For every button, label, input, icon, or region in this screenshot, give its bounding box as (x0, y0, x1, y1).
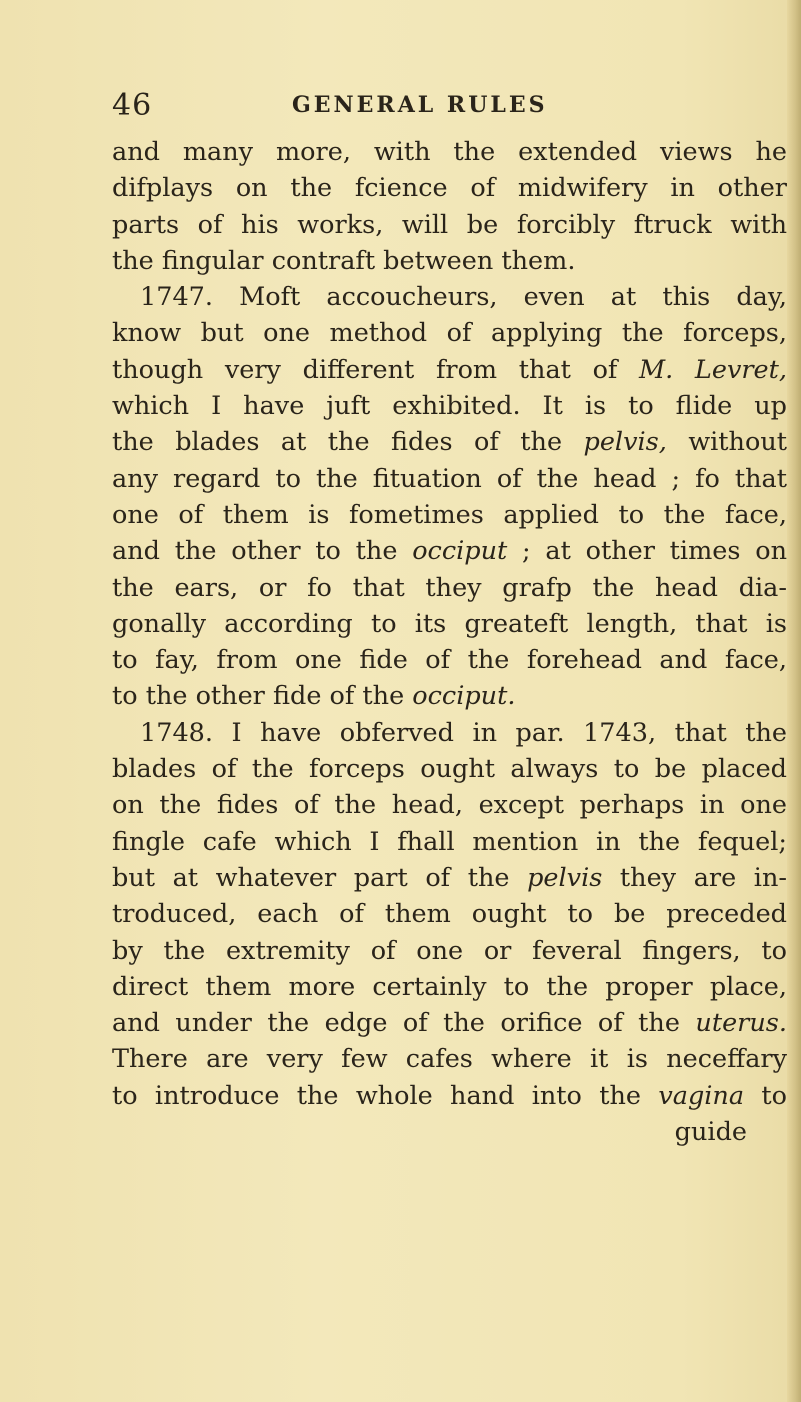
text-line (112, 1041, 787, 1077)
text-segment: they are in- (602, 862, 787, 893)
text-line (112, 352, 787, 388)
text-segment: guide (674, 1117, 747, 1148)
italic-term: occiput (412, 536, 508, 567)
text-segment: to (744, 1080, 787, 1111)
italic-term: occiput. (412, 681, 516, 712)
text-segment: the ears, or fo that they grafp the head dia- (112, 572, 787, 603)
text-segment: gonally according to its greateft length, that is (112, 608, 787, 639)
text-segment: and many more, with the extended views he (112, 137, 787, 167)
text-line (112, 461, 787, 497)
text-segment: to fay, from one fide of the forehead and face, (112, 645, 787, 676)
text-line (112, 678, 787, 714)
catchword (112, 1114, 787, 1150)
text-segment: fingle cafe which I fhall mention in the fequel; (112, 826, 787, 857)
page-number: 46 (112, 88, 153, 123)
text-line (112, 606, 787, 642)
text-segment: know but one method of applying the forceps, (112, 318, 787, 349)
text-segment: the blades at the fides of the (112, 427, 584, 458)
italic-term: pelvis, (583, 427, 667, 458)
text-line (112, 787, 787, 823)
text-segment: without (666, 427, 787, 458)
text-line (112, 860, 787, 896)
text-line (112, 388, 787, 424)
page-edge (787, 0, 801, 1402)
text-line (112, 134, 787, 170)
text-segment: and under the edge of the orifice of the (112, 1008, 696, 1039)
text-segment: any regard to the fituation of the head ; fo that (112, 463, 787, 494)
italic-term: vagina (658, 1080, 745, 1111)
text-segment: There are very few cafes where it is neceffary (112, 1044, 787, 1075)
text-segment: the fingular contraft between them. (112, 245, 576, 276)
text-line (112, 824, 787, 860)
italic-term: pelvis (527, 862, 603, 893)
text-line (112, 170, 787, 206)
text-segment: though very different from that of (112, 354, 640, 385)
text-segment: to the other fide of the (112, 681, 413, 712)
text-line (112, 243, 787, 279)
text-line (112, 969, 787, 1005)
text-line (112, 570, 787, 606)
text-line (112, 642, 787, 678)
text-segment: 1748. I have obferved in par. 1743, that the (140, 717, 787, 748)
text-segment: to introduce the whole hand into the (112, 1080, 659, 1111)
text-segment: which I have juft exhibited. It is to flide up (112, 391, 787, 422)
text-line (112, 933, 787, 969)
text-line (112, 896, 787, 932)
text-segment: on the fides of the head, except perhaps in one (112, 790, 787, 821)
page-header (112, 88, 772, 128)
text-segment: troduced, each of them ought to be preceded (112, 899, 787, 930)
text-segment: but at whatever part of the (112, 862, 528, 893)
text-line (112, 424, 787, 460)
text-segment: and the other to the (112, 536, 413, 567)
text-segment: by the extremity of one or feveral fingers, to (112, 935, 787, 966)
text-line (112, 497, 787, 533)
text-segment: blades of the forceps ought always to be placed (112, 754, 787, 785)
text-line (112, 715, 787, 751)
text-line (112, 533, 787, 569)
text-segment: difplays on the fcience of midwifery in other (112, 173, 787, 204)
text-line (112, 751, 787, 787)
running-head: GENERAL RULES (292, 92, 548, 118)
text-line (112, 279, 787, 315)
text-line (112, 1078, 787, 1114)
text-segment: one of them is fometimes applied to the face, (112, 499, 787, 530)
body-text (112, 134, 787, 1150)
text-segment: ; at other times on (507, 536, 787, 567)
text-segment: 1747. Moft accoucheurs, even at this day, (140, 282, 787, 313)
italic-term: uterus. (695, 1008, 787, 1039)
text-segment: direct them more certainly to the proper place, (112, 971, 787, 1002)
italic-term: M. Levret, (639, 354, 787, 385)
text-line (112, 1005, 787, 1041)
text-line (112, 207, 787, 243)
text-line (112, 315, 787, 351)
text-segment: parts of his works, will be forcibly ftruck with (112, 209, 787, 240)
